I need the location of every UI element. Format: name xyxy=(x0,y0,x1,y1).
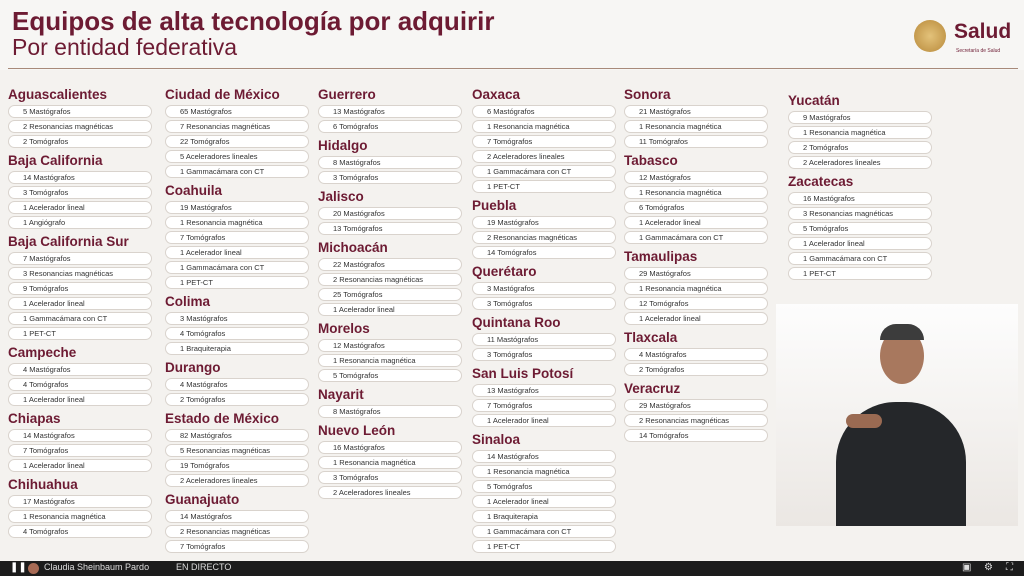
equipment-item: 1 Resonancia magnética xyxy=(624,186,768,199)
state-name: Querétaro xyxy=(472,264,537,279)
equipment-item: 22 Tomógrafos xyxy=(165,135,309,148)
equipment-item: 1 Gammacámara con CT xyxy=(624,231,768,244)
header-divider xyxy=(8,68,1018,69)
equipment-item: 14 Mastógrafos xyxy=(165,510,309,523)
equipment-item: 5 Tomógrafos xyxy=(788,222,932,235)
state-name: Puebla xyxy=(472,198,517,213)
state-name: Ciudad de México xyxy=(165,87,280,102)
equipment-item: 4 Mastógrafos xyxy=(8,363,152,376)
state-name: Campeche xyxy=(8,345,77,360)
state-name: Tamaulipas xyxy=(624,249,698,264)
state-name: Morelos xyxy=(318,321,370,336)
equipment-item: 65 Mastógrafos xyxy=(165,105,309,118)
channel-name[interactable]: Claudia Sheinbaum Pardo xyxy=(44,562,150,572)
logo-subtitle: Secretaría de Salud xyxy=(956,48,1001,54)
column-2 xyxy=(165,82,309,553)
equipment-item: 5 Tomógrafos xyxy=(472,480,616,493)
equipment-item: 20 Mastógrafos xyxy=(318,207,462,220)
equipment-item: 1 Braquiterapia xyxy=(165,342,309,355)
equipment-item: 1 Acelerador lineal xyxy=(8,393,152,406)
equipment-item: 1 Acelerador lineal xyxy=(8,201,152,214)
equipment-item: 8 Mastógrafos xyxy=(318,405,462,418)
equipment-item: 3 Tomógrafos xyxy=(472,348,616,361)
national-seal-icon xyxy=(914,20,946,52)
equipment-item: 1 Acelerador lineal xyxy=(624,216,768,229)
equipment-item: 29 Mastógrafos xyxy=(624,267,768,280)
equipment-item: 13 Tomógrafos xyxy=(318,222,462,235)
equipment-item: 2 Resonancias magnéticas xyxy=(624,414,768,427)
equipment-item: 6 Tomógrafos xyxy=(624,201,768,214)
equipment-item: 3 Resonancias magnéticas xyxy=(788,207,932,220)
equipment-item: 3 Resonancias magnéticas xyxy=(8,267,152,280)
state-name: Oaxaca xyxy=(472,87,521,102)
equipment-item: 1 Resonancia magnética xyxy=(165,216,309,229)
equipment-item: 82 Mastógrafos xyxy=(165,429,309,442)
equipment-item: 1 Resonancia magnética xyxy=(8,510,152,523)
equipment-item: 4 Mastógrafos xyxy=(624,348,768,361)
equipment-item: 3 Tomógrafos xyxy=(8,186,152,199)
equipment-item: 14 Tomógrafos xyxy=(624,429,768,442)
state-name: San Luis Potosí xyxy=(472,366,574,381)
equipment-item: 3 Tomógrafos xyxy=(472,297,616,310)
video-player-bar xyxy=(0,561,1024,576)
equipment-item: 3 Mastógrafos xyxy=(165,312,309,325)
equipment-item: 1 Resonancia magnética xyxy=(788,126,932,139)
equipment-item: 1 Gammacámara con CT xyxy=(472,165,616,178)
state-name: Guanajuato xyxy=(165,492,240,507)
equipment-item: 2 Tomógrafos xyxy=(8,135,152,148)
equipment-item: 22 Mastógrafos xyxy=(318,258,462,271)
equipment-item: 7 Resonancias magnéticas xyxy=(165,120,309,133)
state-name: Tabasco xyxy=(624,153,678,168)
column-6 xyxy=(788,88,932,280)
slide-title: Equipos de alta tecnología por adquirir xyxy=(12,6,495,36)
equipment-item: 19 Mastógrafos xyxy=(165,201,309,214)
equipment-item: 13 Mastógrafos xyxy=(472,384,616,397)
state-name: Baja California xyxy=(8,153,103,168)
equipment-item: 1 Acelerador lineal xyxy=(472,414,616,427)
state-name: Veracruz xyxy=(624,381,681,396)
column-1 xyxy=(8,82,152,538)
equipment-item: 13 Mastógrafos xyxy=(318,105,462,118)
state-name: Durango xyxy=(165,360,221,375)
equipment-item: 11 Mastógrafos xyxy=(472,333,616,346)
equipment-item: 1 Resonancia magnética xyxy=(318,456,462,469)
state-name: Hidalgo xyxy=(318,138,368,153)
equipment-item: 1 Gammacámara con CT xyxy=(165,165,309,178)
equipment-item: 12 Mastógrafos xyxy=(624,171,768,184)
column-3 xyxy=(318,82,462,499)
equipment-item: 3 Tomógrafos xyxy=(318,471,462,484)
equipment-item: 2 Resonancias magnéticas xyxy=(8,120,152,133)
equipment-item: 21 Mastógrafos xyxy=(624,105,768,118)
equipment-item: 1 Gammacámara con CT xyxy=(472,525,616,538)
equipment-item: 1 PET-CT xyxy=(165,276,309,289)
equipment-item: 2 Aceleradores lineales xyxy=(472,150,616,163)
equipment-item: 5 Aceleradores lineales xyxy=(165,150,309,163)
equipment-item: 7 Tomógrafos xyxy=(8,444,152,457)
equipment-item: 7 Tomógrafos xyxy=(472,135,616,148)
state-name: Nayarit xyxy=(318,387,364,402)
equipment-item: 2 Aceleradores lineales xyxy=(165,474,309,487)
slide-header xyxy=(0,0,1024,70)
slide-subtitle: Por entidad federativa xyxy=(12,34,238,60)
equipment-item: 1 PET-CT xyxy=(788,267,932,280)
equipment-item: 12 Mastógrafos xyxy=(318,339,462,352)
state-name: Chiapas xyxy=(8,411,61,426)
equipment-item: 3 Mastógrafos xyxy=(472,282,616,295)
interpreter-hair xyxy=(880,324,924,340)
logo-name: Salud xyxy=(954,20,1012,43)
state-name: Quintana Roo xyxy=(472,315,561,330)
equipment-item: 2 Tomógrafos xyxy=(788,141,932,154)
equipment-item: 7 Tomógrafos xyxy=(165,540,309,553)
equipment-item: 2 Tomógrafos xyxy=(165,393,309,406)
state-name: Estado de México xyxy=(165,411,280,426)
equipment-item: 11 Tomógrafos xyxy=(624,135,768,148)
equipment-item: 2 Aceleradores lineales xyxy=(788,156,932,169)
captions-icon[interactable]: ▣ xyxy=(962,562,972,573)
state-name: Aguascalientes xyxy=(8,87,108,102)
equipment-item: 16 Mastógrafos xyxy=(788,192,932,205)
equipment-item: 1 Gammacámara con CT xyxy=(8,312,152,325)
sign-language-interpreter-video xyxy=(776,304,1018,526)
equipment-item: 1 Acelerador lineal xyxy=(8,459,152,472)
equipment-item: 1 Braquiterapia xyxy=(472,510,616,523)
channel-avatar[interactable] xyxy=(28,563,39,574)
state-name: Michoacán xyxy=(318,240,388,255)
equipment-item: 6 Tomógrafos xyxy=(318,120,462,133)
equipment-item: 1 PET-CT xyxy=(8,327,152,340)
state-name: Yucatán xyxy=(788,93,840,108)
equipment-item: 9 Tomógrafos xyxy=(8,282,152,295)
equipment-item: 5 Tomógrafos xyxy=(318,369,462,382)
equipment-item: 1 Acelerador lineal xyxy=(318,303,462,316)
equipment-item: 1 Acelerador lineal xyxy=(788,237,932,250)
equipment-item: 29 Mastógrafos xyxy=(624,399,768,412)
state-name: Sinaloa xyxy=(472,432,521,447)
equipment-item: 3 Tomógrafos xyxy=(318,171,462,184)
fullscreen-icon[interactable]: ⛶ xyxy=(1006,562,1013,573)
equipment-item: 1 Gammacámara con CT xyxy=(788,252,932,265)
equipment-item: 14 Mastógrafos xyxy=(472,450,616,463)
equipment-item: 4 Mastógrafos xyxy=(165,378,309,391)
equipment-item: 2 Tomógrafos xyxy=(624,363,768,376)
equipment-item: 17 Mastógrafos xyxy=(8,495,152,508)
equipment-item: 14 Tomógrafos xyxy=(472,246,616,259)
equipment-item: 1 Acelerador lineal xyxy=(8,297,152,310)
equipment-item: 2 Resonancias magnéticas xyxy=(318,273,462,286)
equipment-item: 14 Mastógrafos xyxy=(8,429,152,442)
equipment-item: 1 Acelerador lineal xyxy=(624,312,768,325)
equipment-item: 1 Acelerador lineal xyxy=(165,246,309,259)
equipment-item: 4 Tomógrafos xyxy=(8,378,152,391)
state-name: Zacatecas xyxy=(788,174,854,189)
equipment-item: 7 Tomógrafos xyxy=(472,399,616,412)
equipment-item: 1 Resonancia magnética xyxy=(624,120,768,133)
equipment-item: 1 Resonancia magnética xyxy=(472,465,616,478)
state-name: Coahuila xyxy=(165,183,223,198)
state-name: Guerrero xyxy=(318,87,376,102)
equipment-item: 1 Acelerador lineal xyxy=(472,495,616,508)
equipment-item: 1 Resonancia magnética xyxy=(318,354,462,367)
live-badge: EN DIRECTO xyxy=(176,562,232,572)
state-name: Sonora xyxy=(624,87,671,102)
equipment-item: 2 Resonancias magnéticas xyxy=(165,525,309,538)
equipment-item: 1 Gammacámara con CT xyxy=(165,261,309,274)
equipment-item: 5 Resonancias magnéticas xyxy=(165,444,309,457)
equipment-item: 1 Resonancia magnética xyxy=(472,120,616,133)
equipment-item: 14 Mastógrafos xyxy=(8,171,152,184)
equipment-item: 4 Tomógrafos xyxy=(165,327,309,340)
equipment-item: 1 PET-CT xyxy=(472,180,616,193)
interpreter-hands xyxy=(846,414,882,428)
equipment-item: 19 Mastógrafos xyxy=(472,216,616,229)
state-name: Baja California Sur xyxy=(8,234,129,249)
equipment-item: 8 Mastógrafos xyxy=(318,156,462,169)
settings-gear-icon[interactable]: ⚙ xyxy=(984,562,993,573)
equipment-item: 16 Mastógrafos xyxy=(318,441,462,454)
equipment-item: 6 Mastógrafos xyxy=(472,105,616,118)
column-4 xyxy=(472,82,616,553)
equipment-item: 2 Resonancias magnéticas xyxy=(472,231,616,244)
equipment-item: 9 Mastógrafos xyxy=(788,111,932,124)
equipment-item: 12 Tomógrafos xyxy=(624,297,768,310)
state-name: Nuevo León xyxy=(318,423,396,438)
equipment-item: 19 Tomógrafos xyxy=(165,459,309,472)
equipment-item: 7 Mastógrafos xyxy=(8,252,152,265)
equipment-item: 5 Mastógrafos xyxy=(8,105,152,118)
equipment-item: 1 PET-CT xyxy=(472,540,616,553)
equipment-item: 1 Resonancia magnética xyxy=(624,282,768,295)
equipment-item: 25 Tomógrafos xyxy=(318,288,462,301)
pause-icon[interactable]: ❚❚ xyxy=(10,562,27,573)
state-name: Chihuahua xyxy=(8,477,78,492)
state-name: Colima xyxy=(165,294,211,309)
state-name: Tlaxcala xyxy=(624,330,678,345)
column-5 xyxy=(624,82,768,442)
equipment-item: 2 Aceleradores lineales xyxy=(318,486,462,499)
equipment-item: 1 Angiógrafo xyxy=(8,216,152,229)
equipment-item: 4 Tomógrafos xyxy=(8,525,152,538)
state-name: Jalisco xyxy=(318,189,364,204)
equipment-item: 7 Tomógrafos xyxy=(165,231,309,244)
